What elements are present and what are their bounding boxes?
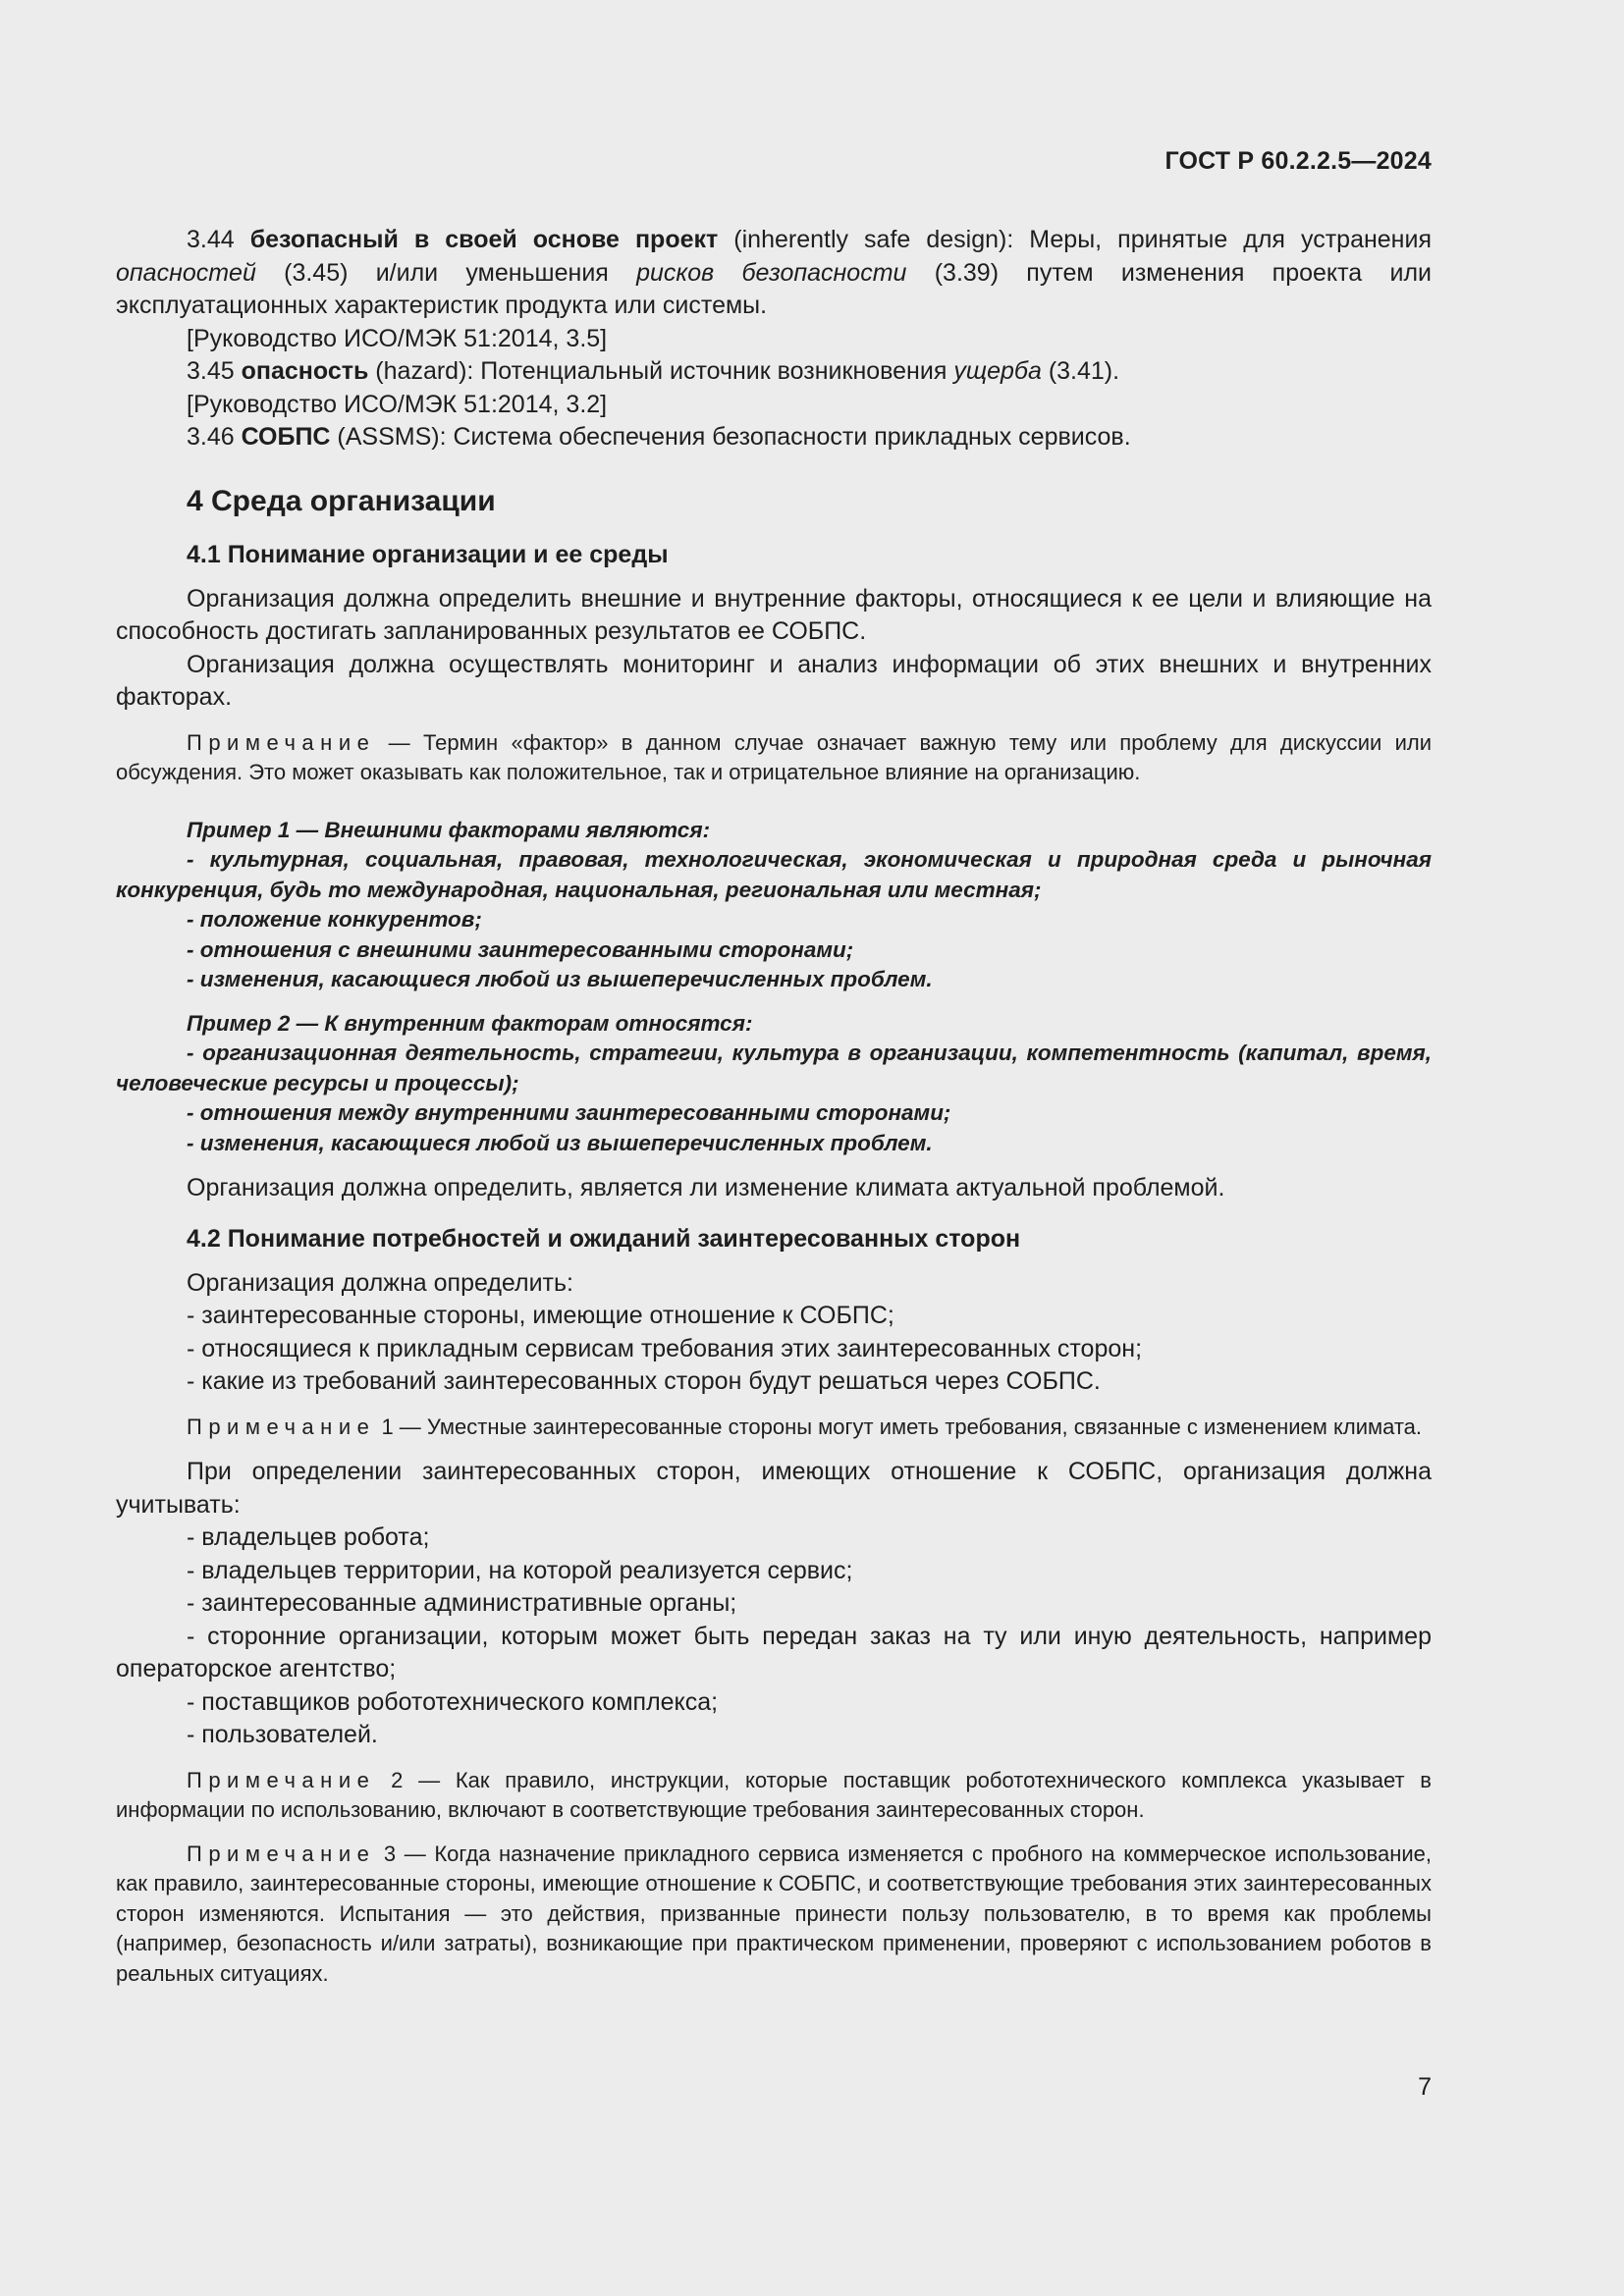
example-item: - отношения с внешними заинтересованными сторонами; bbox=[187, 936, 854, 962]
paragraph: При определении заинтересованных сторон, имеющих отношение к СОБПС, организация должна учитывать: bbox=[116, 1458, 1432, 1519]
term-3-45: 3.45 опасность (hazard): Потенциальный источник возникновения ущерба (3.41). bbox=[187, 357, 1120, 385]
paragraph: Организация должна определить внешние и внутренние факторы, относящиеся к ее цели и влияющие на способность достигать запланированных результатов ее СОБПС. bbox=[116, 584, 1432, 645]
term-ref: опасностей bbox=[116, 258, 256, 287]
example-2-heading: Пример 2 — К внутренним факторам относятся: bbox=[187, 1010, 753, 1036]
section-4-2-title: 4.2 Понимание потребностей и ожиданий заинтересованных сторон bbox=[187, 1224, 1021, 1253]
term-name: опасность bbox=[241, 357, 369, 385]
term-ref: рисков безопасности bbox=[636, 258, 907, 287]
term-name: безопасный в своей основе проект bbox=[249, 226, 719, 253]
list-item: - заинтересованные стороны, имеющие отношение к СОБПС; bbox=[187, 1302, 894, 1329]
example-item: - отношения между внутренними заинтересованными сторонами; bbox=[187, 1100, 951, 1125]
term-3-46: 3.46 СОБПС (ASSMS): Система обеспечения безопасности прикладных сервисов. bbox=[187, 423, 1131, 451]
list-item: - относящиеся к прикладным сервисам требования этих заинтересованных сторон; bbox=[187, 1334, 1143, 1362]
example-item: - изменения, касающиеся любой из вышеперечисленных проблем. bbox=[187, 1130, 933, 1155]
document-code: ГОСТ Р 60.2.2.5—2024 bbox=[1164, 147, 1432, 175]
note-label: Примечание bbox=[187, 1414, 376, 1439]
term-source: [Руководство ИСО/МЭК 51:2014, 3.2] bbox=[187, 390, 608, 418]
section-4-1-title: 4.1 Понимание организации и ее среды bbox=[187, 540, 669, 568]
list-item: - поставщиков робототехнического комплекса; bbox=[187, 1687, 719, 1716]
example-item: - положение конкурентов; bbox=[187, 907, 482, 932]
term-ref: ущерба bbox=[953, 357, 1042, 385]
example-item: - организационная деятельность, стратегии, культура в организации, компетентность (капитал, время, человеческие ресурсы и процессы); bbox=[116, 1041, 1432, 1095]
example-1-heading: Пример 1 — Внешними факторами являются: bbox=[187, 817, 711, 842]
term-name: СОБПС bbox=[241, 423, 331, 451]
note: Примечание — Термин «фактор» в данном случае означает важную тему или проблему для дискуссии или обсуждения. Это может оказывать как положительное, так и отрицательное влияние на организацию. bbox=[116, 729, 1432, 784]
list-item: - пользователей. bbox=[187, 1721, 378, 1748]
page-number: 7 bbox=[1418, 2073, 1432, 2101]
paragraph: Организация должна осуществлять мониторинг и анализ информации об этих внешних и внутренних факторах. bbox=[116, 650, 1432, 711]
note-label: Примечание bbox=[187, 1841, 376, 1866]
note: Примечание 3 — Когда назначение прикладного сервиса изменяется с пробного на коммерческое использование, как правило, заинтересованные стороны, имеющие отношение к СОБПС, и соответствующие требования этих заинтересованных сторон изменяются. Испытания — это действия, призванные принести пользу пользователю, в то время как проблемы (например, безопасность и/или затраты), возникающие при практическом применении, проверяют с использованием роботов в реальных ситуациях. bbox=[116, 1841, 1432, 1986]
example-item: - культурная, социальная, правовая, технологическая, экономическая и природная среда и рыночная конкуренция, будь то международная, национальная, региональная или местная; bbox=[116, 847, 1432, 902]
paragraph: Организация должна определить: bbox=[187, 1268, 573, 1297]
list-item: - заинтересованные административные органы; bbox=[187, 1589, 737, 1617]
list-item: - владельцев робота; bbox=[187, 1523, 430, 1551]
note: Примечание 2 — Как правило, инструкции, которые поставщик робототехнического комплекса указывает в информации по использованию, включают в соответствующие требования заинтересованных сторон. bbox=[116, 1767, 1432, 1822]
list-item: - владельцев территории, на которой реализуется сервис; bbox=[187, 1556, 853, 1584]
section-4-title: 4 Среда организации bbox=[187, 484, 496, 517]
term-source: [Руководство ИСО/МЭК 51:2014, 3.5] bbox=[187, 324, 608, 352]
list-item: - какие из требований заинтересованных сторон будут решаться через СОБПС. bbox=[187, 1367, 1101, 1395]
paragraph: Организация должна определить, является ли изменение климата актуальной проблемой. bbox=[187, 1174, 1225, 1201]
example-item: - изменения, касающиеся любой из вышеперечисленных проблем. bbox=[187, 967, 933, 991]
list-item: - сторонние организации, которым может быть передан заказ на ту или иную деятельность, например операторское агентство; bbox=[116, 1622, 1432, 1682]
term-3-44: 3.44 безопасный в своей основе проект (inherently safe design): Меры, принятые для устранения опасностей (3.45) и/или уменьшения рисков безопасности (3.39) путем изменения проекта или эксплуатационных характеристик продукта или системы. bbox=[116, 226, 1433, 319]
page-body bbox=[116, 147, 1432, 1989]
note-label: Примечание bbox=[187, 1767, 376, 1792]
note: Примечание 1 — Уместные заинтересованные стороны могут иметь требования, связанные с изменением климата. bbox=[187, 1414, 1423, 1439]
note-label: Примечание bbox=[187, 729, 376, 755]
